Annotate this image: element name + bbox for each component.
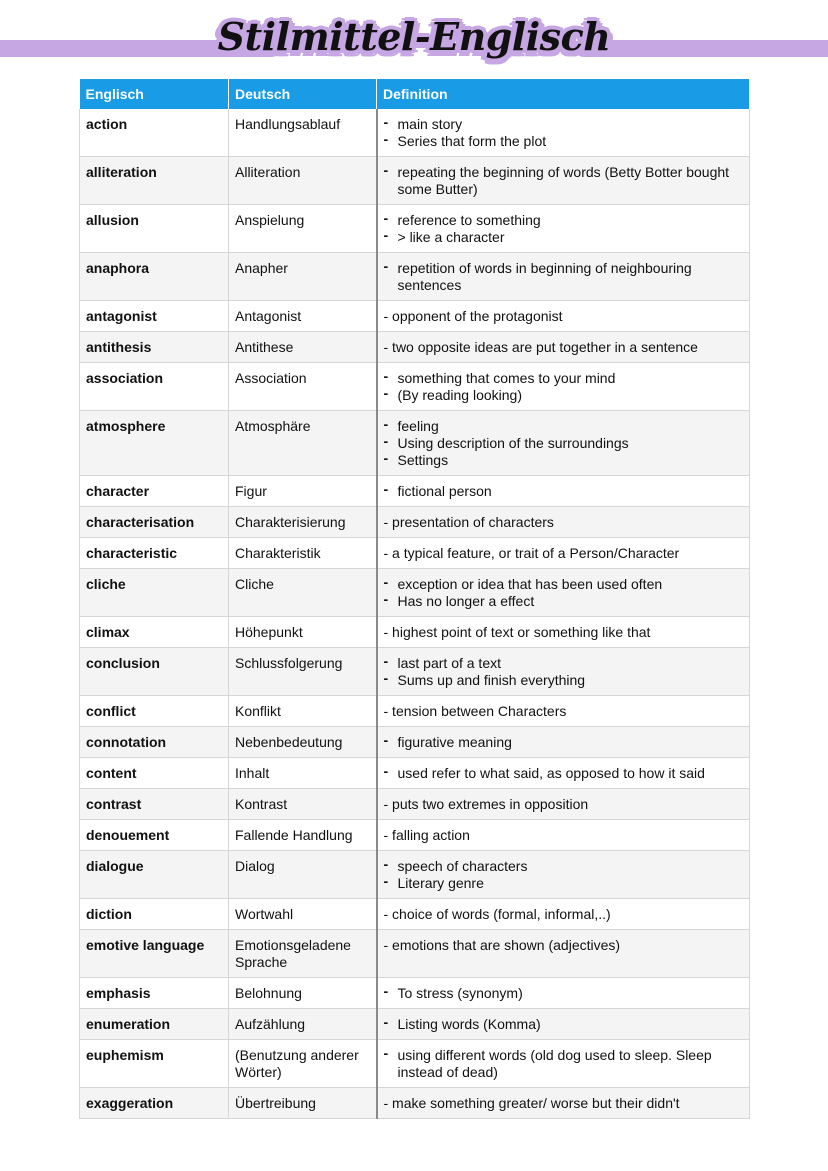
- term-german: Belohnung: [229, 978, 377, 1009]
- definition-list: [384, 765, 744, 782]
- definition-item: - Literary genre: [384, 875, 744, 892]
- table-row: [80, 476, 750, 507]
- term-german: Antithese: [229, 332, 377, 363]
- term-definition: [377, 820, 750, 851]
- term-english: dialogue: [80, 851, 229, 899]
- term-german: Atmosphäre: [229, 411, 377, 476]
- definition-item: - (By reading looking): [384, 387, 744, 404]
- definition-item: - using different words (old dog used to sleep. Sleep instead of dead): [384, 1047, 744, 1081]
- definition-list: [384, 985, 744, 1002]
- definition-item: - feeling: [384, 418, 744, 435]
- definition-list: [384, 858, 744, 892]
- term-english: emotive language: [80, 930, 229, 978]
- term-german: Inhalt: [229, 758, 377, 789]
- table-row: [80, 332, 750, 363]
- definition-list: [384, 370, 744, 404]
- term-english: content: [80, 758, 229, 789]
- term-definition: [377, 899, 750, 930]
- table-header-row: [80, 79, 750, 109]
- term-english: enumeration: [80, 1009, 229, 1040]
- term-english: euphemism: [80, 1040, 229, 1088]
- term-definition: [377, 538, 750, 569]
- definition-item: - last part of a text: [384, 655, 744, 672]
- definition-text: - presentation of characters: [383, 514, 554, 530]
- definition-item: - figurative meaning: [384, 734, 744, 751]
- column-header-definition: Definition: [377, 79, 750, 109]
- term-english: characteristic: [80, 538, 229, 569]
- glossary-body: [80, 109, 750, 1119]
- table-row: [80, 538, 750, 569]
- term-english: connotation: [80, 727, 229, 758]
- definition-text: - two opposite ideas are put together in a sentence: [383, 339, 698, 355]
- term-definition: [377, 851, 750, 899]
- definition-list: [384, 655, 744, 689]
- term-german: Fallende Handlung: [229, 820, 377, 851]
- term-definition: [377, 253, 750, 301]
- term-german: (Benutzung anderer Wörter): [229, 1040, 377, 1088]
- term-german: Höhepunkt: [229, 617, 377, 648]
- term-definition: [377, 1040, 750, 1088]
- term-german: Cliche: [229, 569, 377, 617]
- term-english: cliche: [80, 569, 229, 617]
- table-row: [80, 1009, 750, 1040]
- term-definition: [377, 109, 750, 157]
- term-german: Association: [229, 363, 377, 411]
- term-german: Alliteration: [229, 157, 377, 205]
- term-english: emphasis: [80, 978, 229, 1009]
- definition-item: - used refer to what said, as opposed to how it said: [384, 765, 744, 782]
- definition-list: [384, 164, 744, 198]
- definition-list: [384, 260, 744, 294]
- definition-item: - exception or idea that has been used often: [384, 576, 744, 593]
- term-definition: [377, 1088, 750, 1119]
- definition-text: - puts two extremes in opposition: [383, 796, 589, 812]
- term-english: atmosphere: [80, 411, 229, 476]
- definition-item: - repeating the beginning of words (Betty Botter bought some Butter): [384, 164, 744, 198]
- table-row: [80, 617, 750, 648]
- table-row: [80, 205, 750, 253]
- term-definition: [377, 205, 750, 253]
- term-english: diction: [80, 899, 229, 930]
- definition-item: - Series that form the plot: [384, 133, 744, 150]
- term-german: Dialog: [229, 851, 377, 899]
- term-definition: [377, 332, 750, 363]
- term-definition: [377, 758, 750, 789]
- term-german: Anspielung: [229, 205, 377, 253]
- term-english: action: [80, 109, 229, 157]
- term-german: Antagonist: [229, 301, 377, 332]
- term-definition: [377, 617, 750, 648]
- definition-text: - emotions that are shown (adjectives): [383, 937, 621, 953]
- term-english: contrast: [80, 789, 229, 820]
- term-definition: [377, 1009, 750, 1040]
- definition-item: - repetition of words in beginning of neighbouring sentences: [384, 260, 744, 294]
- table-row: [80, 820, 750, 851]
- term-german: Handlungsablauf: [229, 109, 377, 157]
- term-definition: [377, 648, 750, 696]
- term-definition: [377, 411, 750, 476]
- table-row: [80, 301, 750, 332]
- term-definition: [377, 727, 750, 758]
- term-english: anaphora: [80, 253, 229, 301]
- table-row: [80, 758, 750, 789]
- table-row: [80, 363, 750, 411]
- definition-list: [384, 418, 744, 469]
- term-definition: [377, 789, 750, 820]
- term-german: Charakterisierung: [229, 507, 377, 538]
- definition-list: [384, 212, 744, 246]
- term-german: Konflikt: [229, 696, 377, 727]
- term-definition: [377, 507, 750, 538]
- definition-item: - reference to something: [384, 212, 744, 229]
- term-english: association: [80, 363, 229, 411]
- definition-text: - choice of words (formal, informal,..): [383, 906, 611, 922]
- term-english: antagonist: [80, 301, 229, 332]
- definition-item: - Settings: [384, 452, 744, 469]
- term-english: antithesis: [80, 332, 229, 363]
- definition-item: - Sums up and finish everything: [384, 672, 744, 689]
- term-german: Emotionsgeladene Sprache: [229, 930, 377, 978]
- term-english: characterisation: [80, 507, 229, 538]
- table-row: [80, 899, 750, 930]
- term-german: Übertreibung: [229, 1088, 377, 1119]
- definition-item: - > like a character: [384, 229, 744, 246]
- column-header-english: Englisch: [80, 79, 229, 109]
- definition-text: - opponent of the protagonist: [383, 308, 563, 324]
- term-english: conclusion: [80, 648, 229, 696]
- definition-item: - speech of characters: [384, 858, 744, 875]
- column-header-german: Deutsch: [229, 79, 377, 109]
- term-german: Anapher: [229, 253, 377, 301]
- term-german: Charakteristik: [229, 538, 377, 569]
- table-row: [80, 978, 750, 1009]
- definition-item: - Has no longer a effect: [384, 593, 744, 610]
- table-row: [80, 253, 750, 301]
- term-definition: [377, 978, 750, 1009]
- term-english: character: [80, 476, 229, 507]
- term-definition: [377, 301, 750, 332]
- term-definition: [377, 930, 750, 978]
- definition-list: [384, 734, 744, 751]
- term-english: exaggeration: [80, 1088, 229, 1119]
- definition-item: - To stress (synonym): [384, 985, 744, 1002]
- definition-list: [384, 116, 744, 150]
- term-definition: [377, 476, 750, 507]
- term-definition: [377, 569, 750, 617]
- table-row: [80, 411, 750, 476]
- term-german: Kontrast: [229, 789, 377, 820]
- definition-item: - Using description of the surroundings: [384, 435, 744, 452]
- term-german: Nebenbedeutung: [229, 727, 377, 758]
- term-german: Wortwahl: [229, 899, 377, 930]
- term-english: climax: [80, 617, 229, 648]
- definition-text: - make something greater/ worse but their didn't: [383, 1095, 680, 1111]
- definition-text: - tension between Characters: [383, 703, 567, 719]
- term-german: Figur: [229, 476, 377, 507]
- term-definition: [377, 157, 750, 205]
- definition-list: [384, 1016, 744, 1033]
- table-row: [80, 569, 750, 617]
- term-definition: [377, 696, 750, 727]
- definition-text: - falling action: [383, 827, 470, 843]
- table-row: [80, 930, 750, 978]
- definition-list: [384, 1047, 744, 1081]
- term-german: Schlussfolgerung: [229, 648, 377, 696]
- definition-list: [384, 576, 744, 610]
- term-english: alliteration: [80, 157, 229, 205]
- table-row: [80, 727, 750, 758]
- page-title: Stilmittel-Englisch: [217, 14, 611, 59]
- term-german: Aufzählung: [229, 1009, 377, 1040]
- table-row: [80, 696, 750, 727]
- table-row: [80, 1088, 750, 1119]
- table-row: [80, 789, 750, 820]
- definition-item: - main story: [384, 116, 744, 133]
- table-row: [80, 507, 750, 538]
- definition-item: - something that comes to your mind: [384, 370, 744, 387]
- term-definition: [377, 363, 750, 411]
- glossary-table: [79, 79, 750, 1119]
- table-row: [80, 157, 750, 205]
- term-english: denouement: [80, 820, 229, 851]
- definition-item: - fictional person: [384, 483, 744, 500]
- table-row: [80, 648, 750, 696]
- definition-list: [384, 483, 744, 500]
- table-row: [80, 109, 750, 157]
- definition-item: - Listing words (Komma): [384, 1016, 744, 1033]
- definition-text: - a typical feature, or trait of a Person/Character: [383, 545, 680, 561]
- definition-text: - highest point of text or something like that: [383, 624, 651, 640]
- term-english: allusion: [80, 205, 229, 253]
- table-row: [80, 851, 750, 899]
- table-row: [80, 1040, 750, 1088]
- term-english: conflict: [80, 696, 229, 727]
